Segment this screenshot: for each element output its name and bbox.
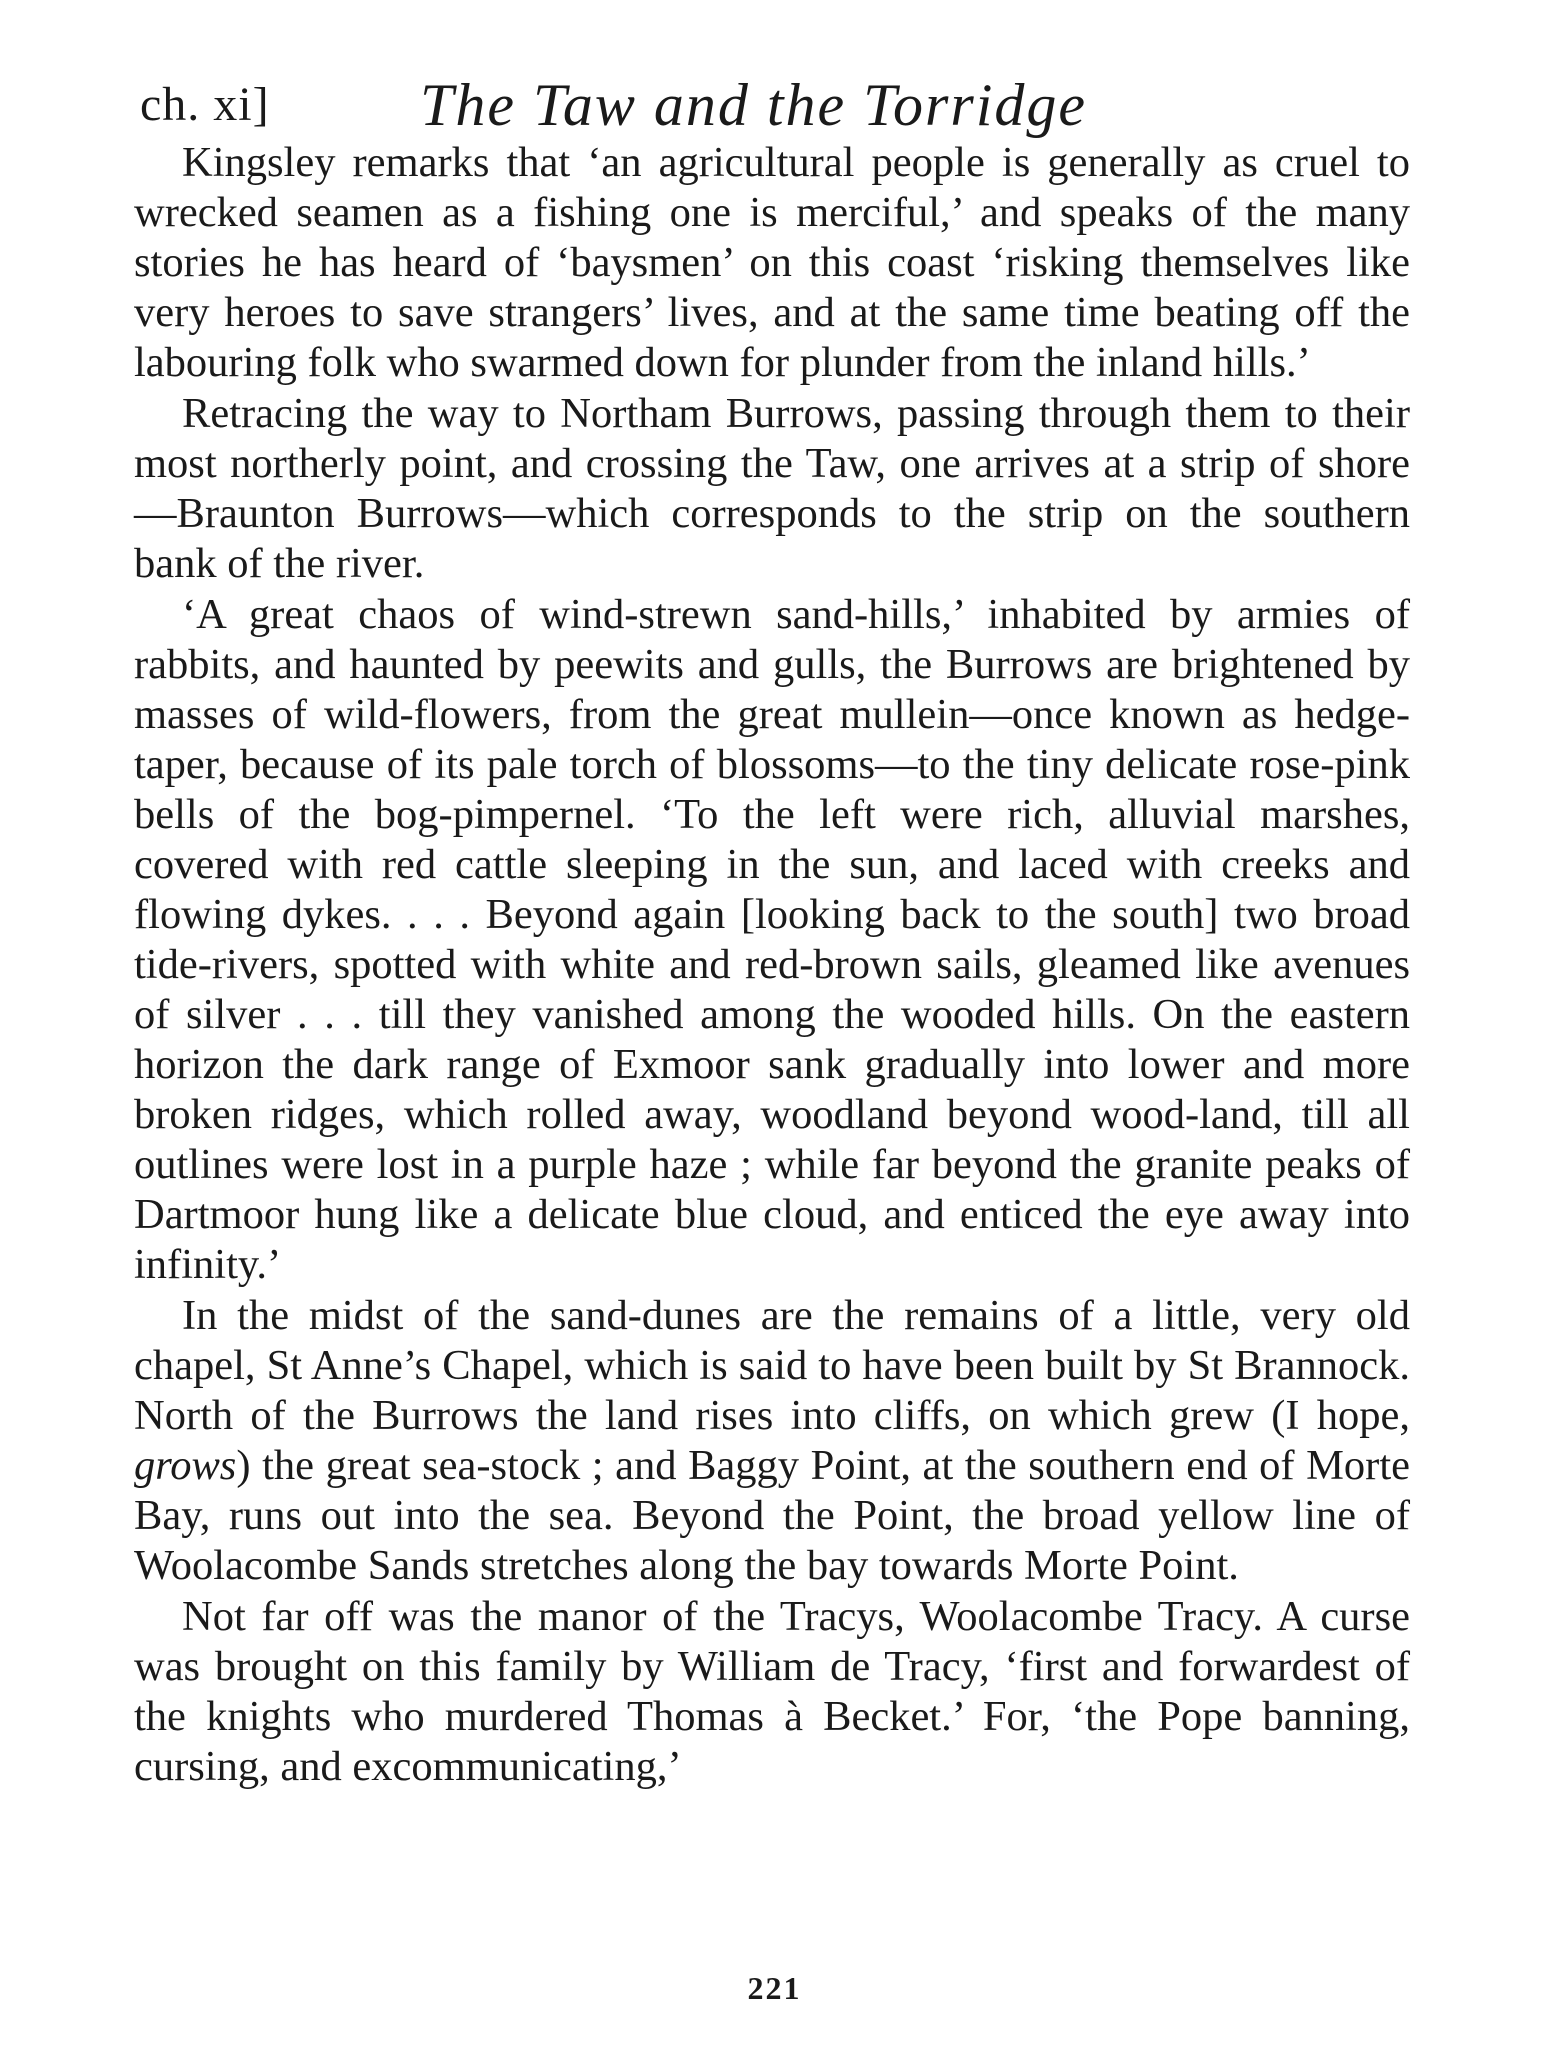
paragraph-sand-hills: ‘A great chaos of wind-strewn sand-hills,’ inhabited by armies of rabbits, and haunted by peewits and gulls, the Burrows are brightened by masses of wild-flowers, from the great mullein—once known as hedge-taper, because of its pale torch of blossoms—to the tiny delicate rose-pink bells of the bog-pimpernel. ‘To the left were rich, alluvial marshes, covered with red cattle sleeping in the sun, and laced with creeks and flowing dykes. . . . Beyond again [looking back to the south] two broad tide-rivers, spotted with white and red-brown sails, gleamed like avenues of silver . . . till they vanished among the wooded hills. On the eastern horizon the dark range of Exmoor sank gradually into lower and more broken ridges, which rolled away, woodland beyond wood-land, till all outlines were lost in a purple haze ; while far beyond the granite peaks of Dartmoor hung like a delicate blue cloud, and enticed the eye away into infinity.’ [134,591,1410,1288]
emphasis-grows: grows [134,1442,237,1489]
paragraph-tracys: Not far off was the manor of the Tracys, Woolacombe Tracy. A curse was brought on this family by William de Tracy, ‘first and forwardest of the knights who murdered Thomas à Becket.’ For, ‘the Pope banning, cursing, and excommunicating,’ [134,1593,1410,1790]
paragraph-retracing: Retracing the way to Northam Burrows, passing through them to their most northerly point, and crossing the Taw, one arrives at a strip of shore—Braunton Burrows—which corresponds to the strip on the southern bank of the river. [134,390,1410,587]
page-number: 221 [747,1970,802,2006]
paragraph-sand-dunes: In the midst of the sand-dunes are the remains of a little, very old chapel, St Anne’s Chapel, which is said to have been built by St Brannock. North of the Burrows the land rises into cliffs, on which grew (I hope, grows) the great sea-stock ; and Baggy Point, at the southern end of Morte Bay, runs out into the sea. Beyond the Point, the broad yellow line of Woolacombe Sands stretches along the bay towards Morte Point. [134,1292,1410,1589]
paragraph-kingsley: Kingsley remarks that ‘an agricultural people is generally as cruel to wrecked seamen as a fishing one is merciful,’ and speaks of the many stories he has heard of ‘baysmen’ on this coast ‘risking themselves like very heroes to save strangers’ lives, and at the same time beating off the labouring folk who swarmed down for plunder from the inland hills.’ [134,139,1410,386]
running-title: The Taw and the Torridge [420,72,1088,138]
chapter-reference: ch. xi] [140,78,270,131]
running-head [140,70,1410,140]
body-text [134,138,1410,1792]
